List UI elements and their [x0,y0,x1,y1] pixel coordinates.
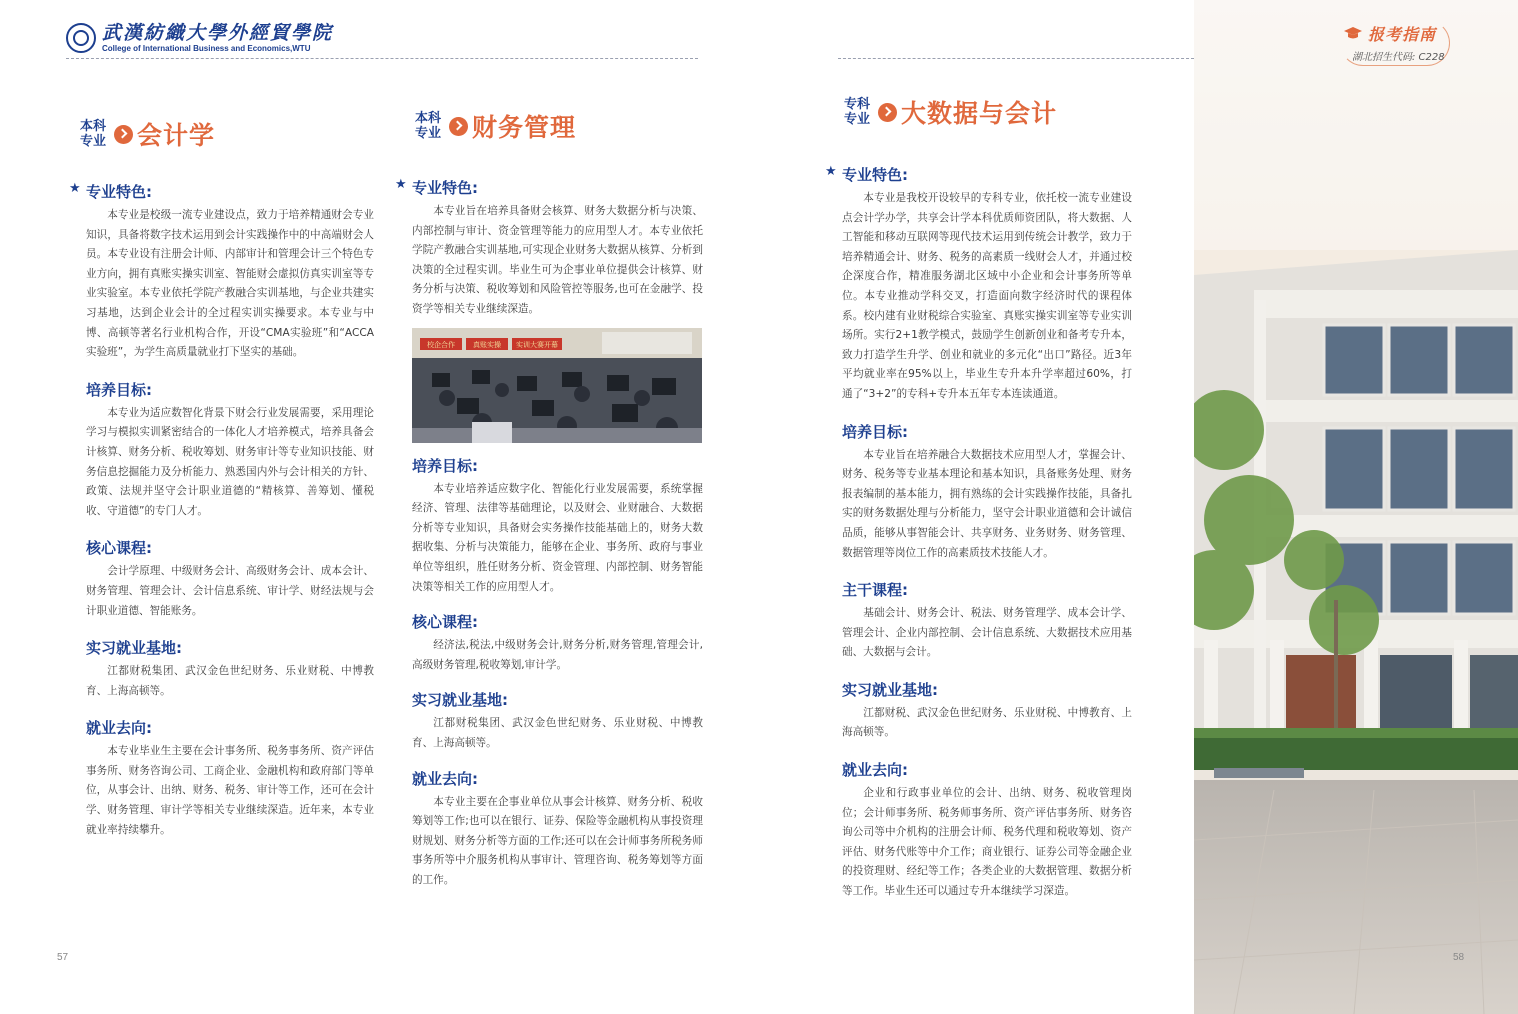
section-title: 实习就业基地: [86,639,182,658]
column-bigdata [825,164,1132,902]
section-internship [412,689,703,753]
section-courses [412,611,703,675]
section-text: 江都财税、武汉金色世纪财务、乐业财税、中博教育、上海高顿等。 [842,706,1132,739]
major-name: 大数据与会计 [901,99,1058,128]
section-text: 江都财税集团、武汉金色世纪财务、乐业财税、中博教育、上海高顿等。 [86,665,374,697]
admission-guide-badge [1340,20,1452,68]
section-employment [86,717,374,840]
section-title: 就业去向: [842,761,908,780]
section-text: 本专业是我校开设较早的专科专业，依托校一流专业建设点会计学办学，共享会计学本科优质师资团队，将大数据、人工智能和移动互联网等现代技术运用到传统会计教学，致力于培养精通会计、财务、税务的高素质一线财会人才，并通过校企深度合作，精准服务湖北区域中小企业和会计事务所等单位。本专业推动学科交叉，打造面向数字经济时代的课程体系。校内建有业财税综合实验室、真账实操实训室等专业实训场所。实行2+1教学模式，鼓励学生创新创业和备考专升本，致力打造学生升学、创业和就业的多元化“出口”路径。近3年平均就业率在95%以上，毕业生专升本升学率超过60%，打通了“3+2”的专科+专升本五年专本连读通道。 [842,192,1132,400]
section-title: 培养目标: [86,380,152,399]
section-internship [86,637,374,701]
column-accounting [69,181,374,840]
section-title: 专业特色: [412,179,478,197]
section-goals [412,455,703,598]
college-seal-icon [66,23,96,53]
major-type-label: 本科专业 [415,111,442,141]
section-text: 本专业为适应数智化背景下财会行业发展需要，采用理论学习与模拟实训紧密结合的一体化人才培养模式，培养具备会计核算、财务分析、税收筹划、财务审计等专业知识技能、财务信息挖掘能力及分析能力、熟悉国内外与会计相关的方针、政策、法规并坚守会计职业道德的“精核算、善筹划、懂税收、守道德”的专门人才。 [86,406,374,517]
section-title: 就业去向: [412,769,478,788]
section-courses [86,537,374,621]
arrow-right-icon [449,117,468,136]
section-goals [842,421,1132,564]
section-features [395,177,703,320]
major-heading-accounting [80,116,215,152]
major-heading-bigdata [844,94,1057,130]
major-name: 会计学 [137,121,216,150]
section-employment [412,768,703,891]
section-text: 本专业毕业生主要在会计事务所、税务事务所、资产评估事务所、财务咨询公司、工商企业、金融机构和政府部门等单位，从事会计、出纳、财务、税务、审计等工作，还可在会计学、财务管理、审计学等相关专业继续深造。近年来，本专业就业率持续攀升。 [86,745,374,836]
header-divider-right [838,58,1194,59]
page-number-right: 58 [1453,952,1465,963]
star-icon: ★ [395,177,407,192]
section-text: 经济法,税法,中级财务会计,财务分析,财务管理,管理会计,高级财务管理,税收筹划,审计学。 [412,639,703,671]
major-name: 财务管理 [472,113,577,142]
section-text: 本专业是校级一流专业建设点，致力于培养精通财会专业知识，具备将数字技术运用到会计实践操作中的中高端财会人员。本专业设有注册会计师、内部审计和管理会计三个特色专业方向，拥有真账实操实训室、智能财会虚拟仿真实训室等专业实验室。本专业依托学院产教融合实训基地，与企业共建实习基地，达到企业会计的全过程实训实操要求。本专业与中博、高顿等著名行业机构合作，开设“CMA实验班”和“ACCA实验班”，为学生高质量就业打下坚实的基础。 [86,209,374,359]
banner-text: 实训大赛开幕 [516,340,558,349]
guide-title: 报考指南 [1368,25,1437,44]
graduation-cap-icon [1344,26,1362,40]
section-title: 核心课程: [412,613,478,632]
column-finance [395,177,703,890]
header-divider-left [66,58,698,59]
section-text: 本专业主要在企事业单位从事会计核算、财务分析、税收筹划等工作;也可以在银行、证券、保险等金融机构从事投资理财规划、财务分析等方面的工作;还可以在会计师事务所税务师事务所等中介服务机构从事审计、管理咨询、税务筹划等方面的工作。 [412,795,703,886]
banner-text: 真账实操 [473,340,501,349]
logo-chinese-name: 武漢紡織大學外經貿學院 [102,22,334,44]
section-title: 专业特色: [842,166,908,184]
page-number-left: 57 [57,952,69,963]
star-icon: ★ [825,164,837,179]
section-features [825,164,1132,405]
section-title: 培养目标: [842,422,908,441]
section-title: 就业去向: [86,719,152,738]
section-text: 企业和行政事业单位的会计、出纳、财务、税收管理岗位；会计师事务所、税务师事务所、资产评估事务所、财务咨询公司等中介机构的注册会计师、税务代理和税收筹划、资产评估、财务代账等中介工作；商业银行、证券公司等金融企业的投资理财、经纪等工作；各类企业的大数据管理、数据分析等工作。毕业生还可以通过专升本继续学习深造。 [842,787,1132,898]
campus-building-illustration [1194,0,1518,1014]
section-title: 主干课程: [842,581,908,600]
section-text: 本专业旨在培养融合大数据技术应用型人才，掌握会计、财务、税务等专业基本理论和基本知识，具备账务处理、财务报表编制的基本能力，拥有熟练的会计实践操作技能，具备扎实的财务数据处理与分析能力，坚守会计职业道德和会计诚信品质，能够从事智能会计、共享财务、业务财务、财务管理、数据管理等岗位工作的高素质技术技能人才。 [842,448,1132,559]
section-employment [842,759,1132,902]
arrow-right-icon [878,103,897,122]
section-title: 培养目标: [412,456,478,475]
section-features [69,181,374,363]
star-icon: ★ [69,181,81,196]
major-heading-finance [415,108,576,144]
admission-code: 湖北招生代码: C228 [1352,52,1445,63]
arrow-right-icon [114,125,133,144]
section-text: 本专业旨在培养具备财会核算、财务大数据分析与决策、内部控制与审计、资金管理等能力的应用型人才。本专业依托学院产教融合实训基地,可实现企业财务大数据从核算、分析到决策的全过程实训。毕业生可为企事业单位提供会计核算、财务分析与决策、税收筹划和风险管控等服务,也可在金融学、投资学等相关专业继续深造。 [412,205,703,315]
campus-building-photo [1194,0,1518,1014]
section-title: 专业特色: [86,183,152,201]
major-type-label: 本科专业 [80,119,107,149]
section-courses [842,579,1132,663]
section-text: 江都财税集团、武汉金色世纪财务、乐业财税、中博教育、上海高顿等。 [412,717,703,749]
section-text: 会计学原理、中级财务会计、高级财务会计、成本会计、财务管理、管理会计、会计信息系统、审计学、财经法规与会计职业道德、智能账务。 [86,565,374,617]
section-internship [842,679,1132,743]
section-title: 实习就业基地: [412,691,508,710]
logo-english-name: College of International Business and Economics,WTU [102,44,311,53]
section-text: 基础会计、财务会计、税法、财务管理学、成本会计学、管理会计、企业内部控制、会计信息系统、大数据技术应用基础、大数据与会计。 [842,607,1132,659]
computer-lab-illustration [412,328,702,443]
banner-text: 校企合作 [427,340,455,349]
major-type-label: 专科专业 [844,97,871,127]
section-title: 实习就业基地: [842,680,938,699]
college-logo [66,22,333,54]
classroom-photo [412,328,702,443]
section-goals [86,379,374,522]
section-title: 核心课程: [86,539,152,558]
section-text: 本专业培养适应数字化、智能化行业发展需要，系统掌握经济、管理、法律等基础理论，以及财会、业财融合、大数据分析等专业知识，具备财会实务操作技能基础上的，财务大数据收集、分析与决策能力，能够在企业、事务所、政府与事业单位等组织，胜任财务分析、资金管理、内部控制、财务智能决策等相关工作的应用型人才。 [412,482,703,593]
